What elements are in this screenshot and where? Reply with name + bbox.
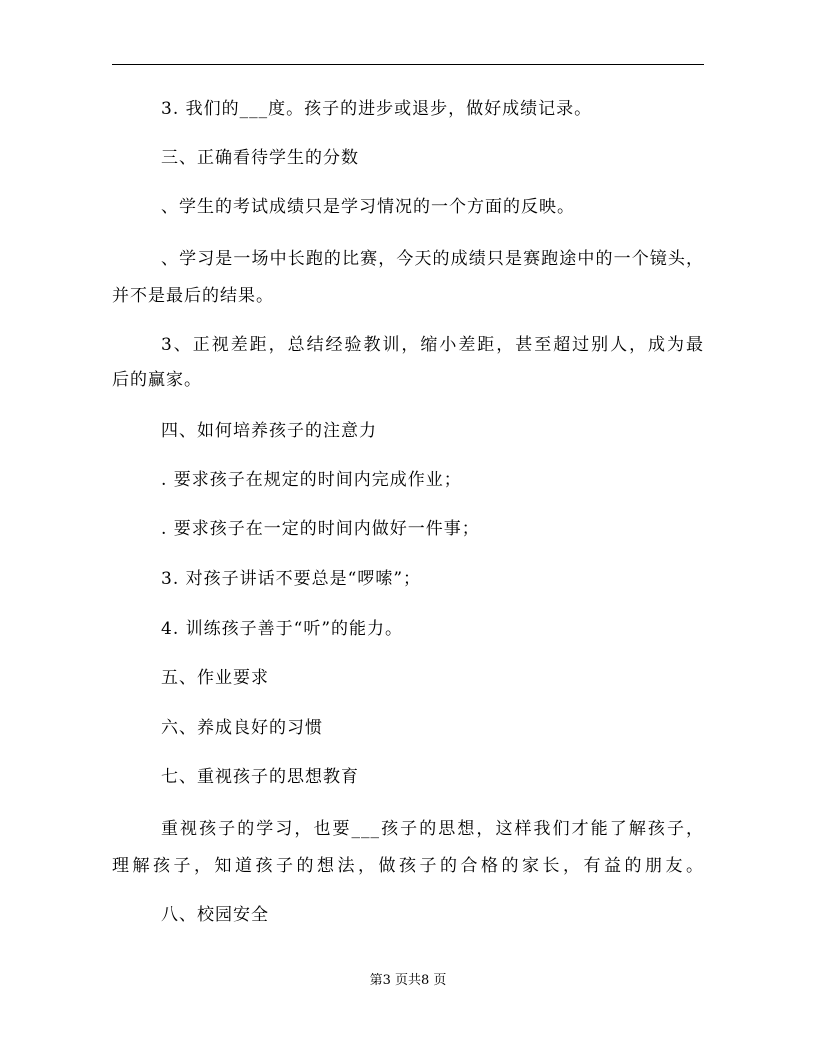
heading-section-4: 四、如何培养孩子的注意力 — [161, 421, 377, 441]
text-line-16: 重视孩子的学习，也要___孩子的思想，这样我们才能了解孩子， — [161, 819, 704, 839]
text-line-12: 4. 训练孩子善于“听”的能力。 — [161, 619, 404, 639]
heading-section-5: 五、作业要求 — [161, 668, 269, 688]
text-line-11: 3. 对孩子讲话不要总是“啰嗦”； — [161, 569, 422, 589]
text-line-3: 、学生的考试成绩只是学习情况的一个方面的反映。 — [161, 197, 575, 217]
heading-section-6: 六、养成良好的习惯 — [161, 718, 323, 738]
page-footer: 第3 页共8 页 — [369, 973, 447, 988]
text-line-7: 后的赢家。 — [112, 370, 202, 390]
header-rule — [112, 64, 704, 65]
text-line-9: . 要求孩子在规定的时间内完成作业； — [161, 470, 462, 490]
heading-section-8: 八、校园安全 — [161, 905, 269, 925]
text-line-5: 并不是最后的结果。 — [112, 286, 274, 306]
text-line-4: 、学习是一场中长跑的比赛，今天的成绩只是赛跑途中的一个镜头， — [161, 249, 704, 269]
text-line-10: . 要求孩子在一定的时间内做好一件事； — [161, 519, 480, 539]
text-line-17: 理解孩子，知道孩子的想法，做孩子的合格的家长，有益的朋友。 — [112, 856, 704, 876]
heading-section-3: 三、正确看待学生的分数 — [161, 148, 359, 168]
text-line-6: 3、正视差距，总结经验教训，缩小差距，甚至超过别人，成为最 — [161, 335, 704, 355]
text-line-1: 3. 我们的___度。孩子的进步或退步，做好成绩记录。 — [161, 99, 593, 119]
heading-section-7: 七、重视孩子的思想教育 — [161, 767, 359, 787]
